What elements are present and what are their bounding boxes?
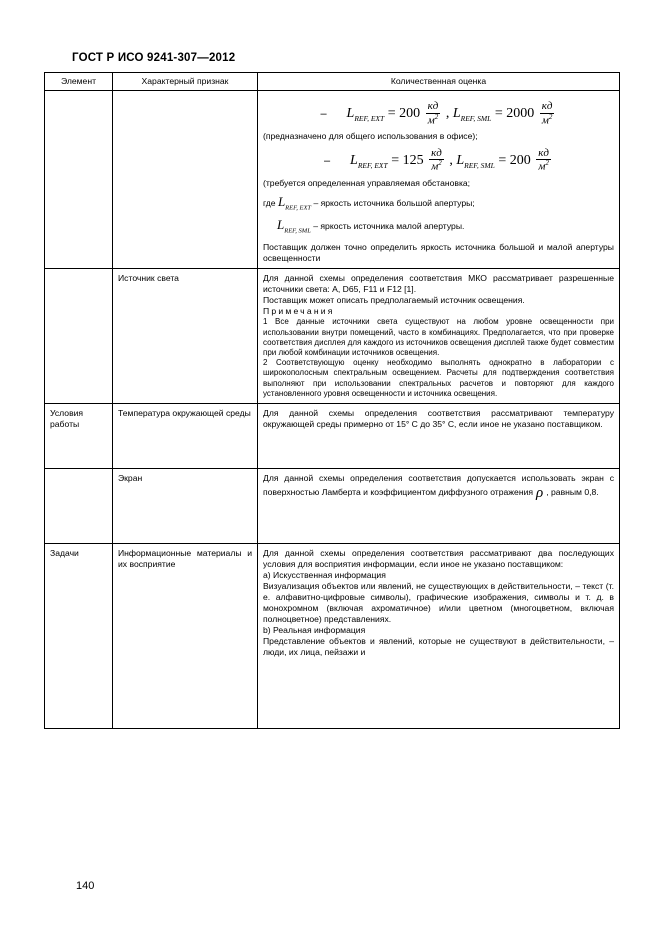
formula-luminance-controlled	[263, 148, 614, 174]
column-header-assessment: Количественная оценка	[258, 73, 620, 91]
table-row	[45, 404, 620, 469]
cell-assessment	[258, 269, 620, 404]
note-item: 2 Соответствующую оценку необходимо выполнять однократно в лаборатории с широкополосным спектральным освещением. Расчеты для подтверждения соответствия выполняют при использовании спектральных расчетов и повторяют для каждого установленного уровня освещенности и источника освещения.	[263, 358, 614, 398]
formula-note-controlled: (требуется определенная управляемая обстановка;	[263, 177, 471, 188]
formula-luminance-office	[263, 101, 614, 127]
paragraph: Для данной схемы определения соответствия МКО рассматривает разрешенные источники света: A, D65, F11 и F12 [1].	[263, 273, 614, 295]
formula-definition-line	[263, 217, 614, 236]
cell-element	[45, 469, 113, 544]
cell-feature: Информационные материалы и их восприятие	[113, 544, 258, 729]
cell-assessment-screen	[258, 469, 620, 544]
cell-feature: Источник света	[113, 269, 258, 404]
paragraph: Представление объектов и явлений, которые не существуют в действительности, – люди, их лица, пейзажи и	[263, 636, 614, 658]
column-header-element: Элемент	[45, 73, 113, 91]
paragraph: Для данной схемы определения соответствия рассматривают два последующих условия для восприятия информации, если иное не указано поставщиком:	[263, 548, 614, 570]
table-row	[45, 91, 620, 269]
paragraph: b) Реальная информация	[263, 625, 366, 636]
paragraph: a) Искусственная информация	[263, 570, 386, 581]
screen-text-before: Для данной схемы определения соответствия допускается использовать экран с поверхностью Ламберта и коэффициентом диффузного отражения	[263, 473, 614, 498]
where-description: – яркость источника большой апертуры;	[313, 197, 475, 208]
formula-expression: $L_{REF, EXT} = 125$ $\frac{кд}{м^2}$ , $L_{REF, SML} = 200$ $\frac{кд}{м^2}$	[350, 146, 549, 173]
table-row	[45, 469, 620, 544]
cell-assessment	[258, 404, 620, 469]
document-header: ГОСТ Р ИСО 9241-307—2012	[72, 52, 236, 64]
table-header-row	[45, 73, 620, 91]
note-item: 1 Все данные источники света существуют на любом уровне освещенности при использовании внутри помещений, часто в комбинациях. Предполагается, что при проверке соответствия дисплея для каждого из источников освещения дисплей также будет совместим при любой комбинации источников освещения.	[263, 317, 614, 358]
definition-description: – яркость источника малой апертуры.	[313, 221, 465, 232]
rho-symbol: ρ	[536, 485, 544, 502]
screen-text-after: , равным 0,8.	[546, 487, 599, 498]
column-header-feature: Характерный признак	[113, 73, 258, 91]
page-number: 140	[76, 880, 95, 892]
formula-dash: –	[324, 154, 331, 167]
cell-feature: Температура окружающей среды	[113, 404, 258, 469]
cell-assessment	[258, 544, 620, 729]
paragraph: Для данной схемы определения соответствия рассматривают температуру окружающей среды примерно от 15° С до 35° С, если иное не указано поставщиком.	[263, 408, 614, 430]
cell-element: Условия работы	[45, 404, 113, 469]
requirements-table	[44, 72, 620, 729]
formula-dash: –	[320, 107, 327, 120]
where-label: где	[263, 197, 276, 208]
formula-expression: $L_{REF, EXT} = 200$ $\frac{кд}{м^2}$ , $L_{REF, SML} = 2000$ $\frac{кд}{м^2}$	[346, 100, 553, 127]
cell-element: Задачи	[45, 544, 113, 729]
supplier-requirement-text: Поставщик должен точно определить яркость источника большой и малой апертуры освещенности	[263, 242, 614, 264]
cell-assessment-formulas	[258, 91, 620, 269]
table-row	[45, 269, 620, 404]
table-row	[45, 544, 620, 729]
cell-feature: Экран	[113, 469, 258, 544]
notes-title: Примечания	[263, 306, 335, 317]
symbol-l-ref-sml: $L_{REF, SML}$	[277, 217, 311, 235]
cell-feature	[113, 91, 258, 269]
paragraph: Визуализация объектов или явлений, не существующих в действительности, – текст (т. е. алфавитно-цифровые символы), графические изображения, символы и т. д. в монохромном (включая ахроматичное) и/или цветном (многоцветном, включая полноцветное) представлениях.	[263, 581, 614, 625]
cell-element	[45, 269, 113, 404]
formula-where-line	[263, 194, 614, 213]
formula-note-office: (предназначено для общего использования в офисе);	[263, 130, 478, 141]
symbol-l-ref-ext: $L_{REF, EXT}$	[277, 193, 312, 212]
paragraph: Поставщик может описать предполагаемый источник освещения.	[263, 295, 525, 306]
cell-element	[45, 91, 113, 269]
